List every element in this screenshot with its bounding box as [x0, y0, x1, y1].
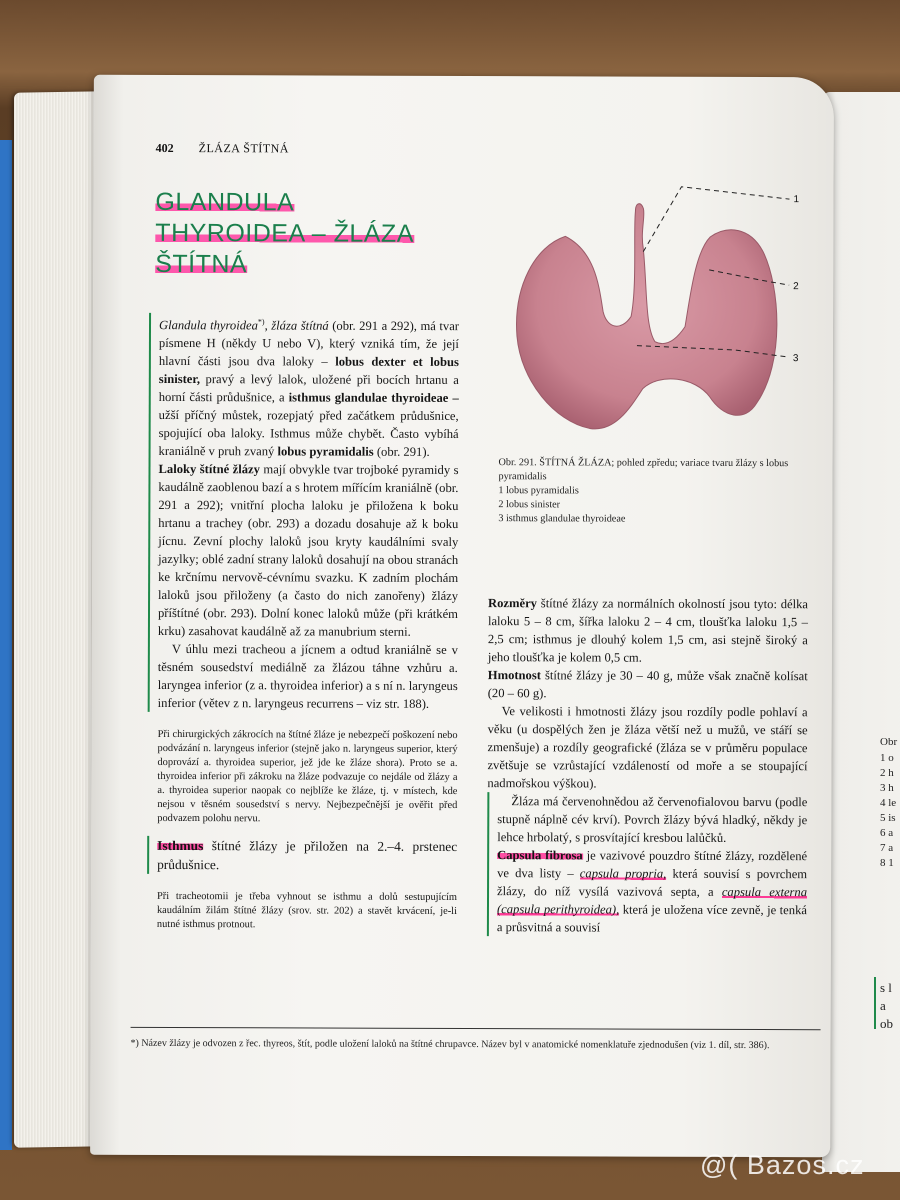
facing-text: 4 le — [880, 797, 897, 809]
text: je vazivové pouzdro štítné žlázy, rozdělené ve dva listy – — [497, 848, 808, 881]
paragraph: Ve velikosti i hmotnosti žlázy jsou rozdíly podle pohlaví a věku (u dospělých žen je žláza větší než u mužů, ve stáří se zmenšuje) a rozdíly geografické (žláza se v průměru populace zvětšuje se vzrůstající vzdáleností od moře a se stoupající nadmořskou výškou). — [487, 704, 808, 791]
facing-text: Obr — [880, 736, 898, 748]
heading-line: THYROIDEA – ŽLÁZA — [155, 218, 414, 248]
text: štítné žlázy je přiložen na 2.–4. prstenec průdušnice. — [157, 838, 458, 873]
text: která je uložena více zevně, je tenká a průsvitná a souvisí — [496, 902, 807, 935]
paragraph — [488, 594, 808, 667]
text: štítné žlázy je 30 – 40 g, může však značně kolísat (20 – 60 g). — [487, 668, 808, 701]
facing-text: s l — [880, 980, 892, 995]
running-title: ŽLÁZA ŠTÍTNÁ — [198, 141, 289, 156]
book-page — [90, 75, 834, 1158]
facing-text: 7 a — [880, 842, 894, 854]
facing-text: 6 a — [880, 827, 894, 839]
heading-line: ŠTÍTNÁ — [155, 249, 248, 279]
term: žláza štítná — [271, 318, 329, 333]
margin-bar-section — [147, 836, 457, 875]
page-number: 402 — [155, 140, 174, 155]
text: , — [264, 318, 272, 333]
margin-bar-section — [148, 313, 459, 713]
facing-page — [822, 92, 900, 1172]
legend-item: 2 lobus sinister — [498, 499, 561, 511]
text: pravý a levý lalok, uložené při bocích hrtanu a horní části průdušnice, a — [158, 372, 459, 405]
margin-bar — [874, 977, 876, 1029]
margin-bar-section — [487, 792, 808, 937]
note-paragraph: Při tracheotomii je třeba vyhnout se isthmu a dolů sestupujícím kaudálním žilám štítné žlázy (srov. str. 202) a stavět krvácení, je-li nutné isthmus protnout. — [156, 891, 458, 931]
paragraph — [159, 313, 460, 461]
facing-text: 1 o — [880, 752, 894, 764]
left-column — [147, 313, 459, 933]
thyroid-drawing — [495, 176, 816, 447]
figure-caption — [498, 456, 808, 527]
facing-text: ob — [880, 1016, 893, 1031]
figure-label: 2 — [793, 281, 799, 293]
facing-text: 3 h — [880, 782, 894, 794]
chapter-heading — [155, 187, 455, 281]
figure-label: 3 — [792, 353, 799, 365]
text: která souvisí s povrchem žlázy, do níž vysílá vazivová septa, a — [497, 866, 808, 899]
text: štítné žlázy za normálních okolností jsou tyto: délka laloku 5 – 8 cm, šířka laloku 2 – 4 cm, tloušťka laloku 1,5 – 2,5 cm; isthmus je dlouhý kolem 1,5 cm, asi stejně široký a jeho tloušťka je kolem 0,5 cm. — [487, 596, 809, 665]
paragraph — [497, 846, 807, 937]
term: Glandula thyroidea — [158, 318, 258, 333]
term-italic: capsula propria, — [579, 866, 667, 881]
text: užší příčný můstek, rozepjatý před začátkem průdušnice, spojující oba laloky. Isthmus může chybět. Často vybíhá kraniálně v pruh zvaný — [158, 408, 459, 459]
book-cover-edge — [0, 140, 12, 1150]
note-paragraph: Při chirurgických zákrocích na štítné žláze je nebezpečí poškození nebo podvázání n. laryngeus inferior (stejně jako n. laryngeus superior, který doprovází a. thyroidea superior, jež jde ke žláze shora). Proto se a. thyroidea inferior při zákroku na žláze podvazuje co nejdále od žlázy a a. thyroidea superior naopak co nejblíže ke žláze, tj. v místech, kde nejsou v těsném sousedství s nervy. Nejbezpečnější je ověřit před podvazem polohu nervu. — [157, 729, 458, 825]
term-bold: lobus dexter et lobus sinister, — [158, 354, 459, 387]
paragraph — [157, 836, 457, 875]
paragraph — [488, 666, 808, 703]
legend-item: 1 lobus pyramidalis — [498, 485, 579, 497]
footnote-mark: *) — [257, 317, 265, 327]
facing-text: 2 h — [880, 767, 894, 779]
paragraph: V úhlu mezi tracheou a jícnem a odtud kraniálně se v těsném sousedství mediálně za žlázou táhne vzhůru a. laryngea inferior (z a. thyroidea inferior) a s ní n. laryngeus inferior (větev z n. laryngeus recurrens – viz str. 188). — [157, 642, 458, 712]
paragraph: Žláza má červenohnědou až červenofialovou barvu (podle stupně náplně cév krví). Povrch žlázy bývá hladký, někdy je lehce hrbolatý, s prosvítající kresbou lalůčků. — [497, 794, 808, 845]
watermark-logo: @( Bazos.cz — [700, 1150, 865, 1180]
term-bold: Isthmus — [157, 838, 204, 854]
term-bold: Hmotnost — [487, 668, 542, 683]
facing-text: 8 1 — [880, 857, 894, 869]
facing-text: 5 is — [880, 812, 896, 824]
paragraph — [158, 460, 459, 641]
text: (obr. 291 a 292), má tvar písmene H (někdy U nebo V), který vzniká tím, že její hlavní části jsou dva laloky – — [158, 318, 460, 369]
legend-item: 3 isthmus glandulae thyroideae — [498, 513, 626, 525]
text: (obr. 291). — [373, 444, 430, 460]
thyroid-shape — [516, 203, 777, 429]
term-bold: isthmus glandulae thyroideae – — [288, 390, 459, 406]
figure-label: 1 — [793, 194, 800, 206]
facing-text: a — [880, 998, 886, 1013]
footnote: *) Název žlázy je odvozen z řec. thyreos, štít, podle uložení laloků na štítné chrupavce. Název byl v anatomické nomenklatuře zjednodušen (viz 1. díl, str. 386). — [130, 1037, 770, 1052]
running-head — [156, 141, 289, 156]
heading-line: GLANDULA — [155, 187, 295, 217]
term-italic: capsula externa (capsula perithyroidea), — [496, 884, 808, 917]
footnote-rule — [131, 1027, 821, 1030]
text: mají obvykle tvar trojboké pyramidy s kaudálně zaoblenou bazí a s hrotem mířícím kraniálně (obr. 291 a 292); vnitřní plocha laloku je přiložena k boku hrtanu a trachey (obr. 293) a dozadu dosahuje až k boku jícnu. Zevní plochy laloků jsou kryty kaudálními svaly jazylky; oblé zadní strany laloků dosahují na obou stranách ke krčnímu nervově-cévnímu svazku. K zadním plochám laloků jsou přiloženy (a často do nich zanořeny) žlázy příštítné (obr. 293). Dolní konec laloků může (při krátkém krku) zasahovat kaudálně až za manubrium sterni. — [157, 462, 459, 640]
term-bold: Laloky štítné žlázy — [158, 462, 260, 477]
right-column — [487, 594, 808, 937]
term-bold: lobus pyramidalis — [277, 444, 374, 459]
term-bold: Rozměry — [488, 596, 538, 611]
thyroid-illustration — [495, 176, 816, 447]
term-bold: Capsula fibrosa — [497, 848, 583, 863]
caption-title: Obr. 291. ŠTÍTNÁ ŽLÁZA; pohled zpředu; variace tvaru žlázy s lobus pyramidalis — [498, 457, 789, 483]
